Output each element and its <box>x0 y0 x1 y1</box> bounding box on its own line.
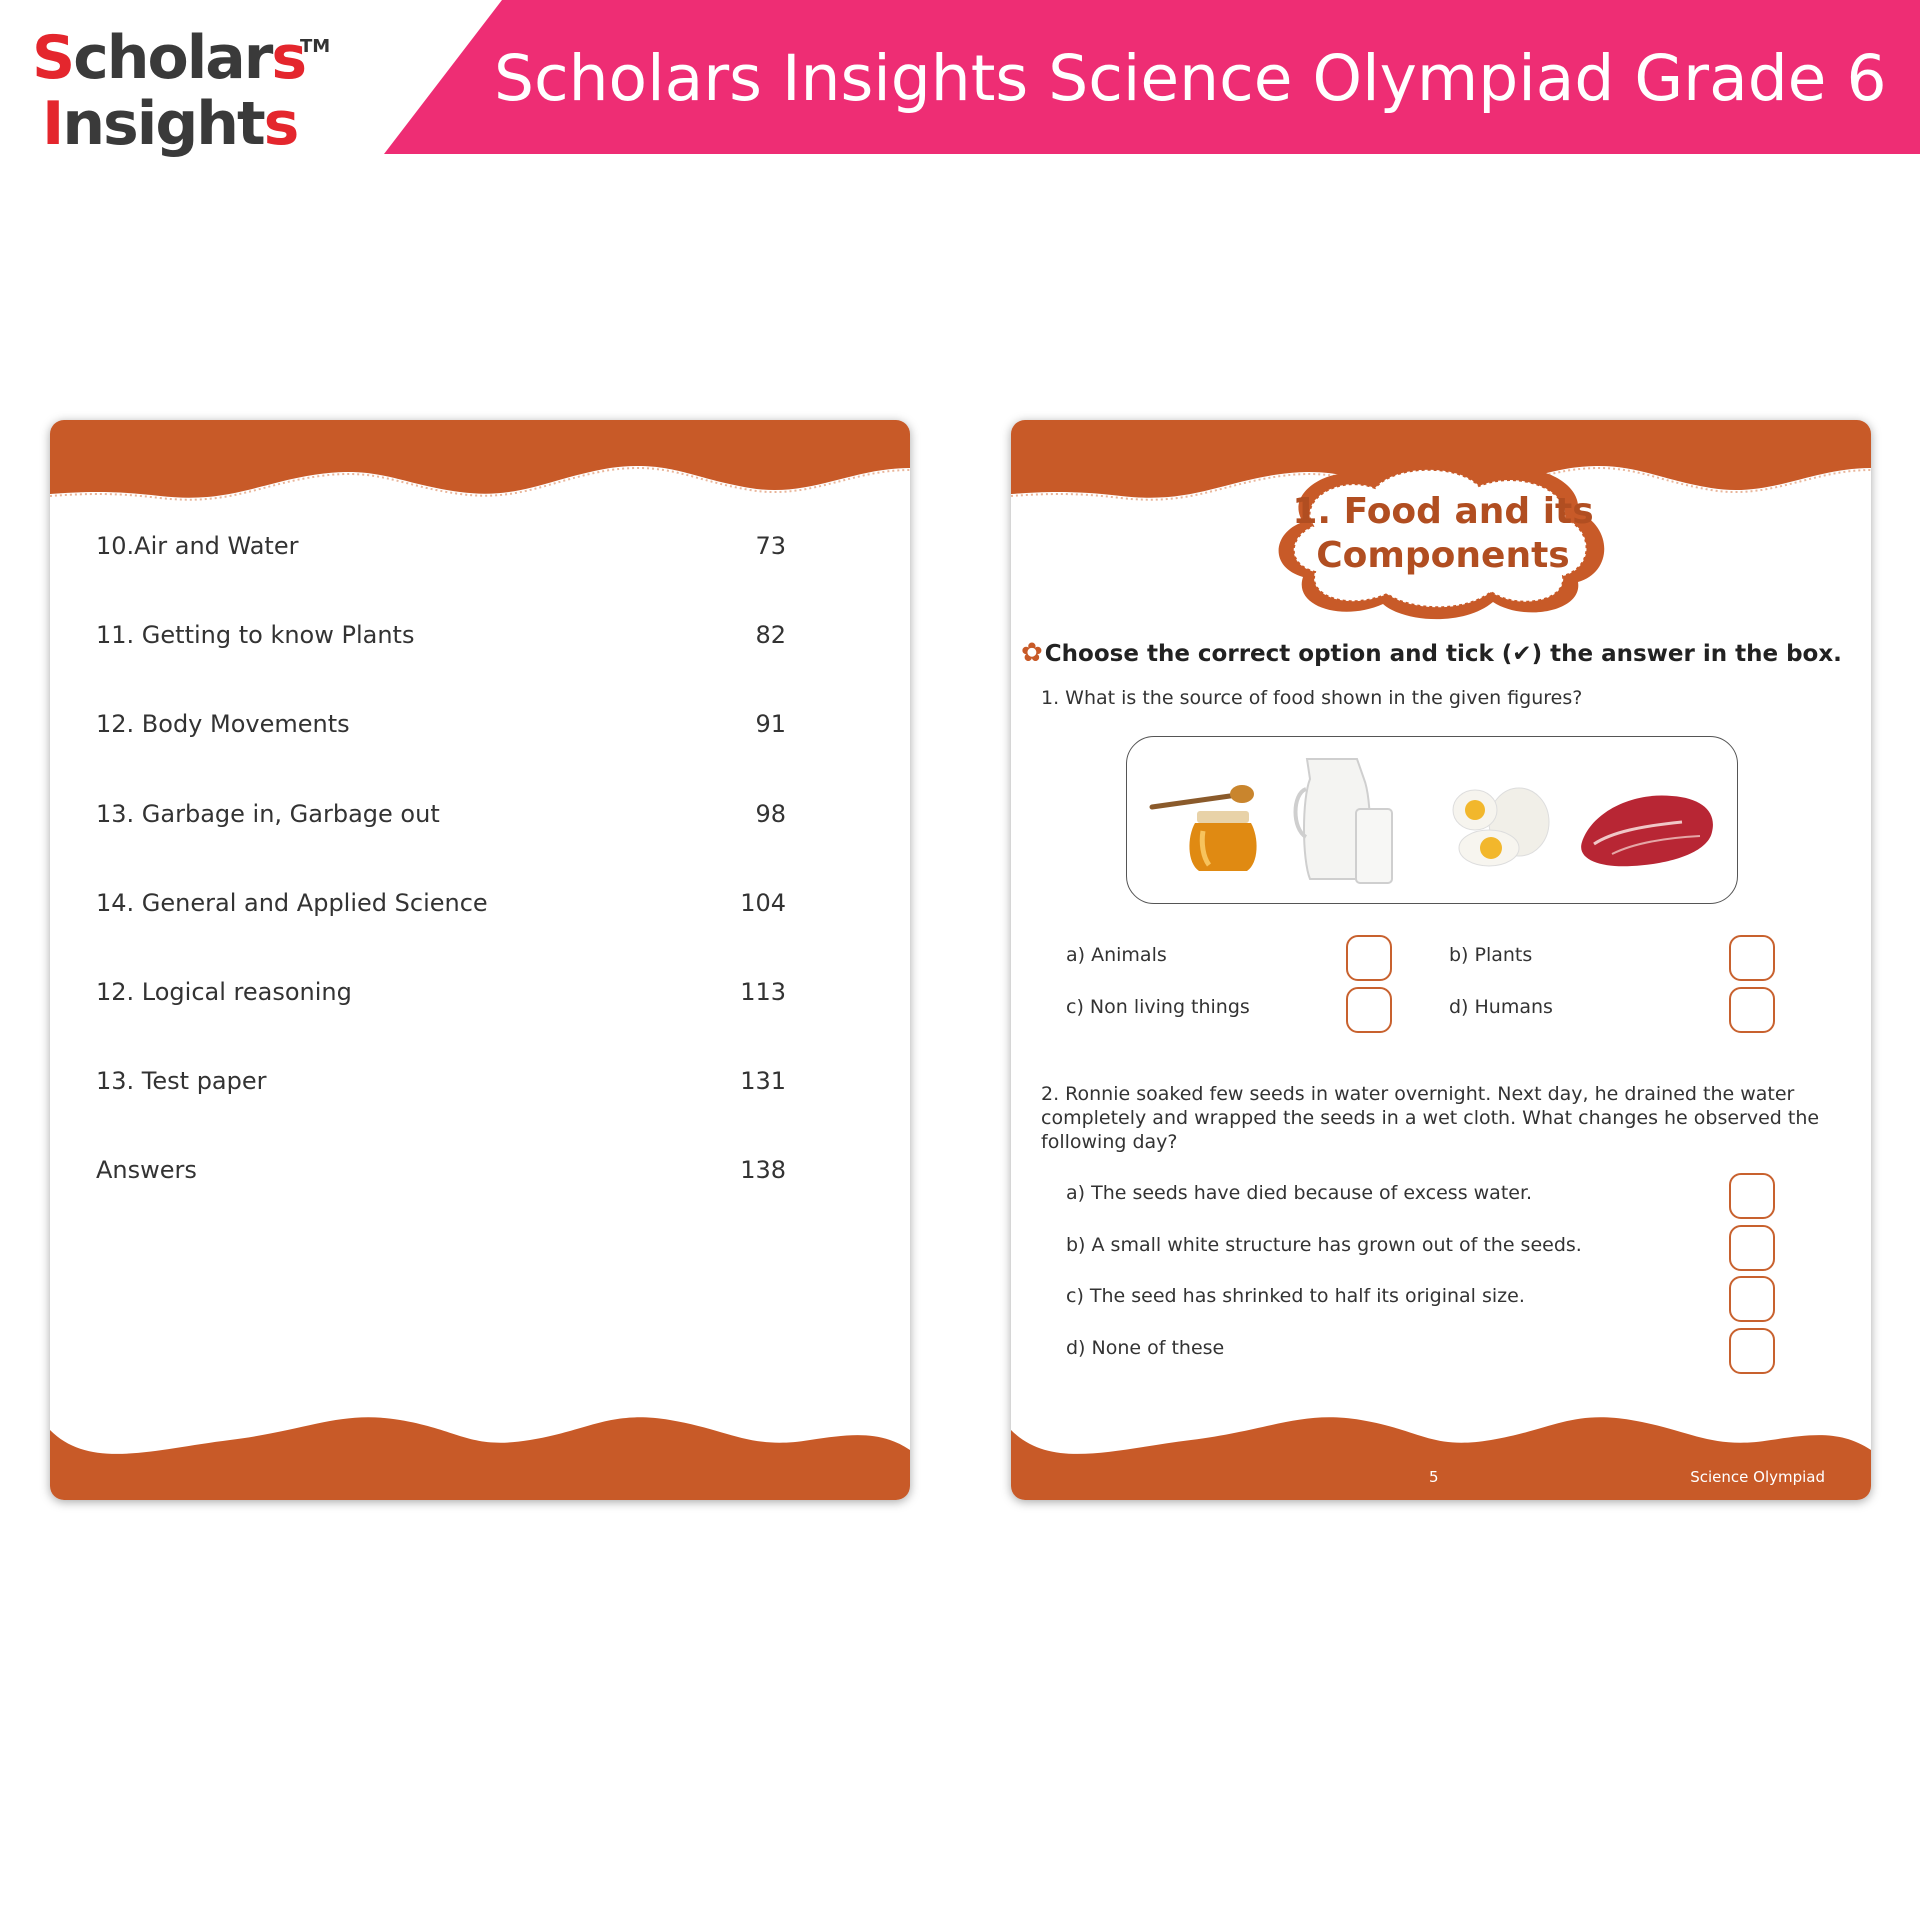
contents-page-number: 104 <box>740 889 786 917</box>
q1-option-d: d) Humans <box>1449 996 1553 1018</box>
q1-option-a-checkbox[interactable] <box>1346 935 1392 981</box>
q2-option-d: d) None of these <box>1066 1337 1225 1359</box>
logo-line-2: Insights <box>42 89 298 159</box>
logo-trademark: TM <box>300 36 331 57</box>
contents-row <box>96 1067 896 1107</box>
contents-title: 11. Getting to know Plants <box>96 621 415 649</box>
q1-option-c-checkbox[interactable] <box>1346 987 1392 1033</box>
contents-row <box>96 710 896 750</box>
chapter-title-badge <box>1263 452 1623 622</box>
contents-title: 13. Test paper <box>96 1067 267 1095</box>
contents-page-number: 73 <box>755 532 786 560</box>
bottom-wave-decoration <box>1011 1410 1871 1500</box>
contents-row <box>96 978 896 1018</box>
instruction-text <box>1021 638 1842 668</box>
food-images-frame <box>1126 736 1738 904</box>
question-2-text: 2. Ronnie soaked few seeds in water overnight. Next day, he drained the water completely and wrapped the seeds in a wet cloth. What changes he observed the following day? <box>1041 1083 1820 1153</box>
page-title: Scholars Insights Science Olympiad Grade 6 <box>494 42 1887 115</box>
milk-icon <box>1292 749 1402 889</box>
flower-bullet-icon: ✿ <box>1021 638 1043 668</box>
q2-option-b-checkbox[interactable] <box>1729 1225 1775 1271</box>
contents-title: 14. General and Applied Science <box>96 889 488 917</box>
q1-option-b-checkbox[interactable] <box>1729 935 1775 981</box>
contents-title: 10.Air and Water <box>96 532 299 560</box>
contents-page-number: 113 <box>740 978 786 1006</box>
logo-line-1: Scholars <box>32 23 306 93</box>
contents-row <box>96 532 896 572</box>
contents-title: 13. Garbage in, Garbage out <box>96 800 440 828</box>
chapter-title <box>1263 490 1623 578</box>
chapter-title-line1: 1. Food and its <box>1292 491 1594 532</box>
contents-row <box>96 621 896 661</box>
instruction-label: Choose the correct option and tick (✔) the answer in the box. <box>1044 641 1842 667</box>
q2-option-a-checkbox[interactable] <box>1729 1173 1775 1219</box>
page-number: 5 <box>1429 1468 1439 1486</box>
contents-page-number: 98 <box>755 800 786 828</box>
scholars-insights-logo <box>32 23 342 178</box>
contents-page <box>50 420 910 1500</box>
q2-option-c: c) The seed has shrinked to half its original size. <box>1066 1285 1525 1307</box>
contents-page-number: 82 <box>755 621 786 649</box>
contents-title: 12. Logical reasoning <box>96 978 352 1006</box>
chapter-title-line2: Components <box>1316 535 1570 576</box>
contents-page-number: 91 <box>755 710 786 738</box>
q1-option-b: b) Plants <box>1449 944 1533 966</box>
footer-label: Science Olympiad <box>1690 1468 1825 1486</box>
top-wave-decoration <box>50 420 910 520</box>
egg-icon <box>1437 782 1557 872</box>
contents-row <box>96 800 896 840</box>
contents-page-number: 138 <box>740 1156 786 1184</box>
honey-icon <box>1147 767 1267 877</box>
q1-option-d-checkbox[interactable] <box>1729 987 1775 1033</box>
contents-row <box>96 889 896 929</box>
q2-option-b: b) A small white structure has grown out of the seeds. <box>1066 1234 1582 1256</box>
q2-option-a: a) The seeds have died because of excess water. <box>1066 1182 1533 1204</box>
chapter-page <box>1011 420 1871 1500</box>
meat-icon <box>1572 782 1722 872</box>
contents-title: Answers <box>96 1156 197 1184</box>
bottom-wave-decoration <box>50 1410 910 1500</box>
q2-option-d-checkbox[interactable] <box>1729 1328 1775 1374</box>
q2-option-c-checkbox[interactable] <box>1729 1276 1775 1322</box>
contents-row <box>96 1156 896 1196</box>
question-1-text: 1. What is the source of food shown in the given figures? <box>1041 687 1583 709</box>
q1-option-a: a) Animals <box>1066 944 1167 966</box>
q1-option-c: c) Non living things <box>1066 996 1250 1018</box>
contents-title: 12. Body Movements <box>96 710 350 738</box>
contents-page-number: 131 <box>740 1067 786 1095</box>
